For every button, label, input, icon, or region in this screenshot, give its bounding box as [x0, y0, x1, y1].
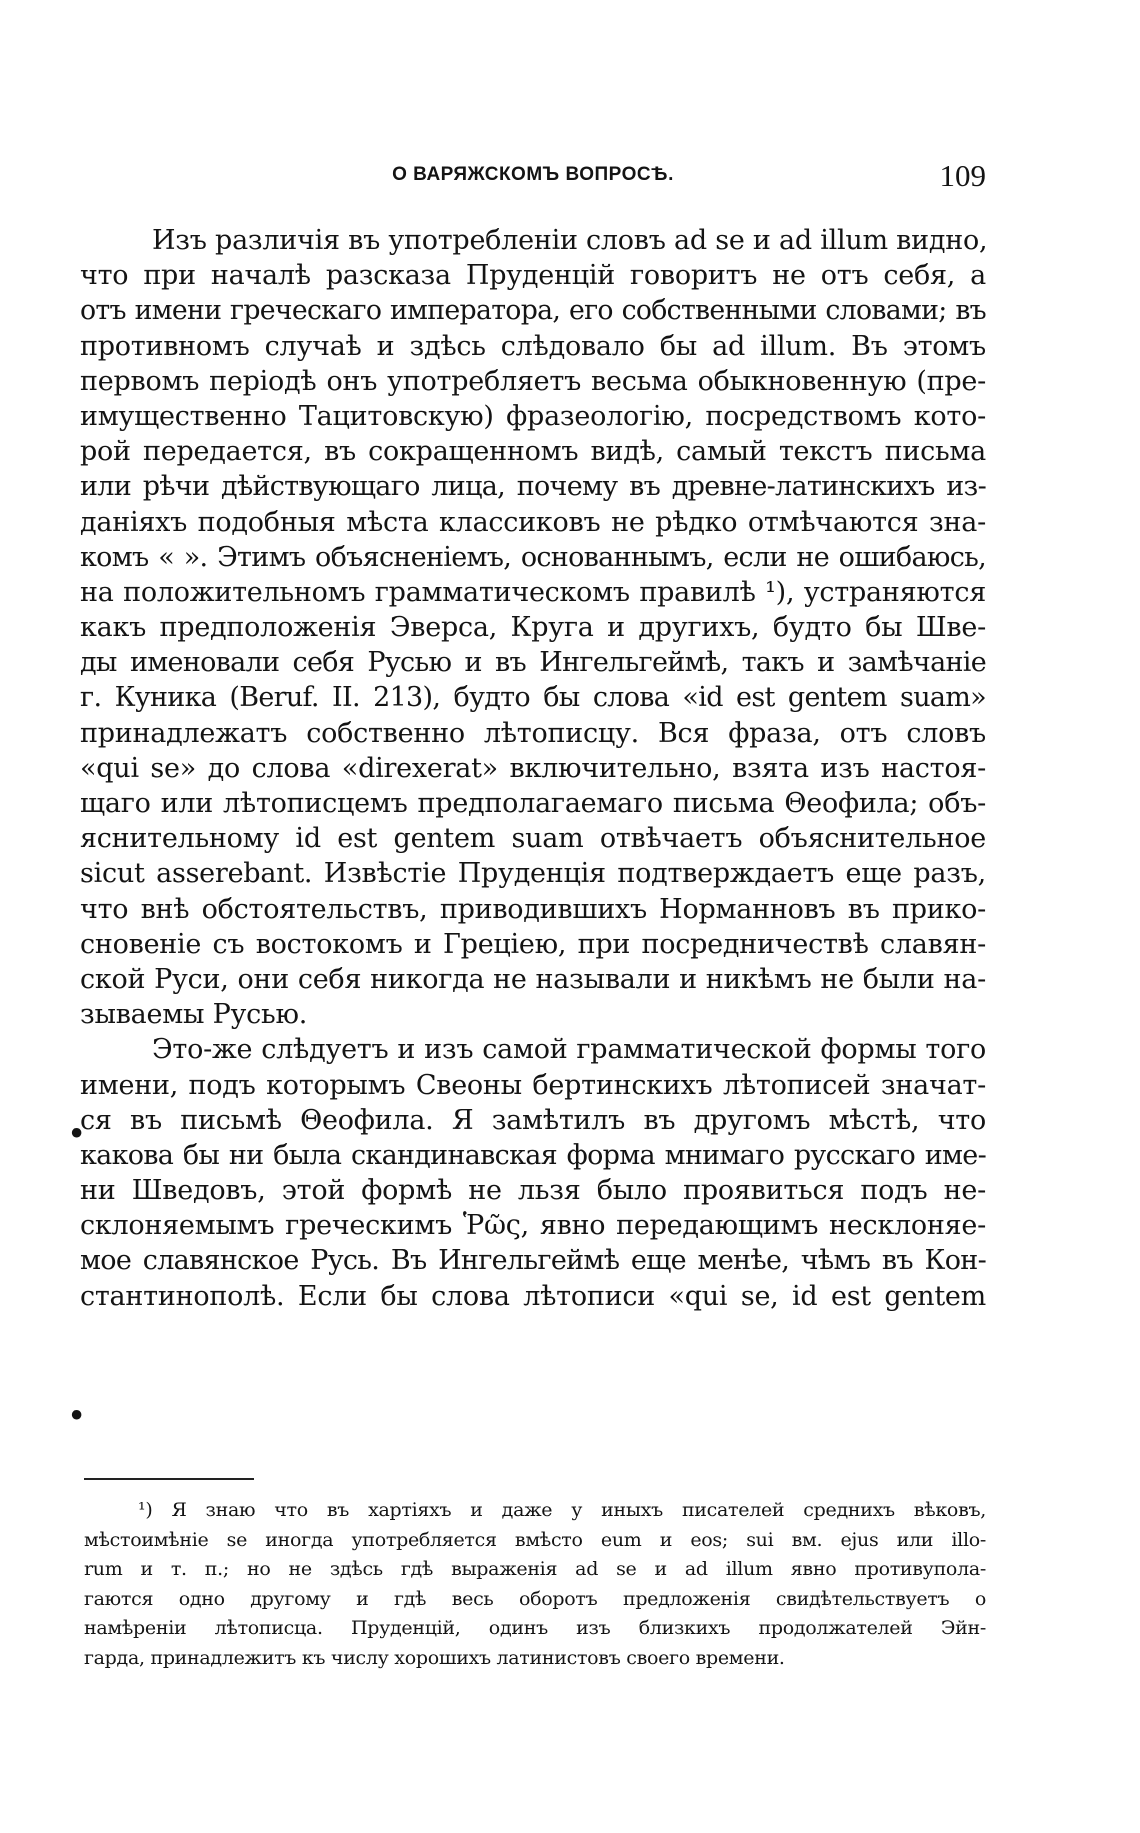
text-line: или рѣчи дѣйствующаго лица, почему въ древне-латинскихъ из-	[80, 471, 986, 503]
text-line: Это-же слѣдуетъ и изъ самой грамматической формы того	[152, 1034, 986, 1066]
footnote	[84, 1496, 986, 1673]
text-line: г. Куника (Beruf. II. 213), будто бы слова «id est gentem suam»	[80, 682, 986, 714]
text-line: склоняемымъ греческимъ Ῥῶς, явно передающимъ несклоняе-	[80, 1210, 986, 1242]
text-line: даніяхъ подобныя мѣста классиковъ не рѣдко отмѣчаются зна-	[80, 506, 986, 538]
text-line: принадлежатъ собственно лѣтописцу. Вся фраза, отъ словъ	[80, 717, 986, 749]
running-title: О ВАРЯЖСКОМЪ ВОПРОСѢ.	[392, 164, 674, 185]
text-line: имущественно Тацитовскую) фразеологію, посредствомъ кото-	[80, 400, 986, 432]
text-line: какова бы ни была скандинавская форма мнимаго русскаго име-	[80, 1139, 986, 1171]
text-line: ся въ письмѣ Θеофила. Я замѣтилъ въ другомъ мѣстѣ, что	[80, 1104, 986, 1136]
text-line: мое славянское Русь. Въ Ингельгеймѣ еще менѣе, чѣмъ въ Кон-	[80, 1245, 986, 1277]
text-line: рой передается, въ сокращенномъ видѣ, самый текстъ письма	[80, 436, 986, 468]
text-line: сновеніе съ востокомъ и Греціею, при посредничествѣ славян-	[80, 928, 986, 960]
page-number: 109	[939, 158, 986, 193]
text-line: ни Шведовъ, этой формѣ не льзя было проявиться подъ не-	[80, 1175, 986, 1207]
footnote-divider	[84, 1478, 254, 1480]
text-line: на положительномъ грамматическомъ правилѣ ¹), устраняются	[80, 576, 986, 608]
margin-mark: •	[68, 1119, 86, 1150]
text-line: отъ имени греческаго императора, его собственными словами; въ	[80, 295, 986, 327]
footnote-line: гарда, принадлежитъ къ числу хорошихъ латинистовъ своего времени.	[84, 1646, 785, 1669]
text-line: стантинополѣ. Если бы слова лѣтописи «qui se, id est gentem	[80, 1280, 986, 1312]
text-line: первомъ періодѣ онъ употребляетъ весьма обыкновенную (пре-	[80, 365, 986, 397]
text-line: зываемы Русью.	[80, 999, 308, 1031]
text-line: Изъ различія въ употребленіи словъ ad se и ad illum видно,	[152, 225, 988, 256]
footnote-line: мѣстоимѣніе se иногда употребляется вмѣсто eum и eos; sui вм. ejus или illo-	[84, 1528, 986, 1551]
text-line: «qui se» до слова «direxerat» включительно, взята изъ настоя-	[80, 752, 986, 784]
text-line: щаго или лѣтописцемъ предполагаемаго письма Θеофила; объ-	[80, 788, 986, 819]
text-line: sicut asserebant. Извѣстіе Пруденція подтверждаетъ еще разъ,	[80, 858, 986, 890]
text-line: противномъ случаѣ и здѣсь слѣдовало бы ad illum. Въ этомъ	[80, 330, 986, 362]
text-line: яснительному id est gentem suam отвѣчаетъ объяснительное	[80, 823, 986, 855]
text-line: какъ предположенія Эверса, Круга и другихъ, будто бы Шве-	[80, 612, 986, 644]
text-line: что внѣ обстоятельствъ, приводившихъ Норманновъ въ прико-	[80, 893, 986, 925]
text-line: что при началѣ разсказа Пруденцій говоритъ не отъ себя, а	[80, 260, 986, 292]
margin-mark: •	[68, 1401, 86, 1432]
footnote-line: гаются одно другому и гдѣ весь оборотъ предложенія свидѣтельствуетъ о	[84, 1587, 986, 1610]
text-line: комъ « ». Этимъ объясненіемъ, основаннымъ, если не ошибаюсь,	[80, 541, 986, 573]
main-text	[80, 223, 986, 1314]
text-line: имени, подъ которымъ Свеоны бертинскихъ лѣтописей значат-	[80, 1069, 986, 1101]
text-line: ской Руси, они себя никогда не называли и никѣмъ не были на-	[80, 963, 986, 995]
text-line: ды именовали себя Русью и въ Ингельгеймѣ, такъ и замѣчаніе	[80, 647, 986, 679]
page-header	[80, 158, 986, 198]
footnote-line: rum и т. п.; но не здѣсь гдѣ выраженія ad se и ad illum явно противупола-	[84, 1558, 986, 1580]
footnote-line: ¹) Я знаю что въ хартіяхъ и даже у иныхъ писателей среднихъ вѣковъ,	[138, 1499, 986, 1521]
footnote-line: намѣреніи лѣтописца. Пруденцій, одинъ изъ близкихъ продолжателей Эйн-	[84, 1617, 986, 1639]
